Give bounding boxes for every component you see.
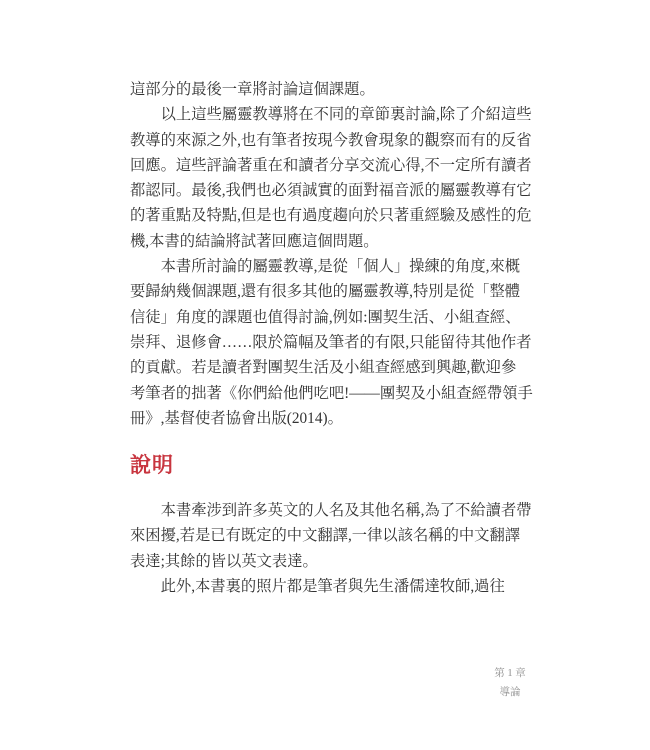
text-line: 的貢獻。若是讀者對團契生活及小組查經感到興趣,歡迎參 [130,359,517,377]
text-line: 表達;其餘的皆以英文表達。 [130,552,318,570]
footer-chapter-number: 第 1 章 [494,668,526,679]
text-line: 都認同。最後,我們也必須誠實的面對福音派的屬靈教導有它 [130,182,532,200]
text-line: 的著重點及特點,但是也有過度趨向於只著重經驗及感性的危 [130,207,532,225]
text-line: 回應。這些評論著重在和讀者分享交流心得,不一定所有讀者 [130,156,532,174]
section-heading: 說明 [130,453,174,477]
text-line: 要歸納幾個課題,還有很多其他的屬靈教導,特別是從「整體 [130,283,521,301]
text-line: 以上這些屬靈教導將在不同的章節裏討論,除了介紹這些 [160,106,532,124]
intro-paragraphs [130,77,545,431]
footer-chapter-title: 導論 [499,687,521,698]
text-line: 本書所討論的屬靈教導,是從「個人」操練的角度,來概 [160,258,521,276]
notes-paragraphs [130,498,545,599]
text-line: 教導的來源之外,也有筆者按現今教會現象的觀察而有的反省 [130,131,532,149]
text-line: 崇拜、退修會……限於篇幅及筆者的有限,只能留待其他作者 [130,333,532,351]
text-line: 信徒」角度的課題也值得討論,例如:團契生活、小組查經、 [130,308,521,326]
text-line: 來困擾,若是已有既定的中文翻譯,一律以該名稱的中文翻譯 [130,527,521,545]
text-line: 本書牽涉到許多英文的人名及其他名稱,為了不給讀者帶 [160,502,532,519]
text-line: 此外,本書裏的照片都是筆者與先生潘儒達牧師,過往 [160,577,505,595]
text-line: 考筆者的拙著《你們給他們吃吧!——團契及小組查經帶領手 [130,384,533,402]
text-line: 這部分的最後一章將討論這個課題。 [130,81,375,98]
page-footer [455,664,565,702]
text-line: 冊》,基督使者協會出版(2014)。 [130,409,343,427]
text-line: 機,本書的結論將試著回應這個問題。 [130,232,379,250]
